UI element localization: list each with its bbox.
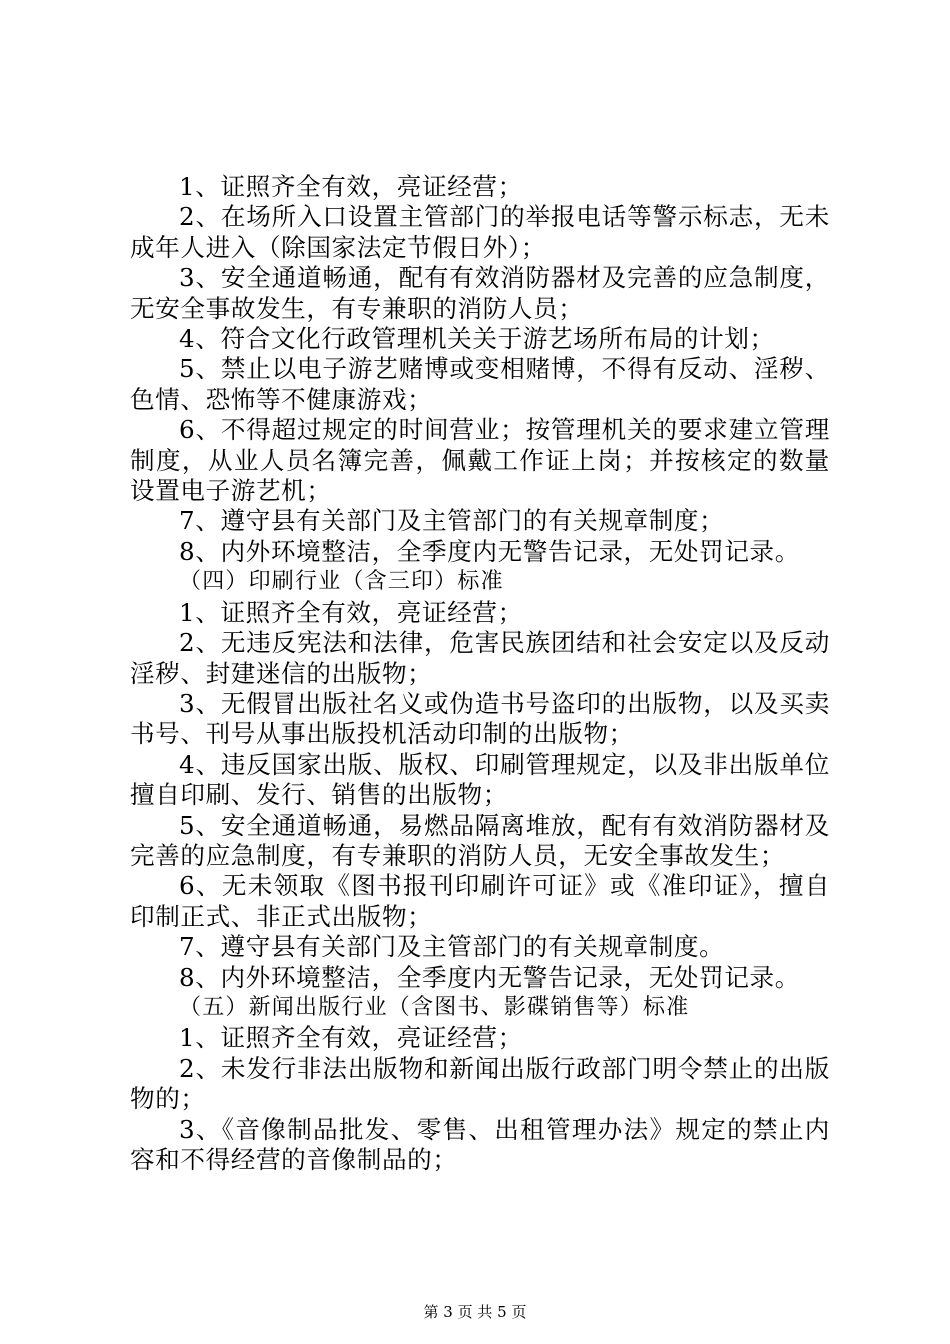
list-item: 1、证照齐全有效，亮证经营； — [179, 1023, 523, 1053]
list-item: 1、证照齐全有效，亮证经营； — [179, 172, 523, 201]
page-number-footer: 第 3 页 共 5 页 — [423, 1303, 527, 1321]
section-heading: （四）印刷行业（含三印）标准 — [179, 569, 504, 595]
list-item: 5、禁止以电子游艺赌博或变相赌博，不得有反动、淫秽、色情、恐怖等不健康游戏； — [130, 354, 830, 414]
list-item: 5、安全通道畅通，易燃品隔离堆放，配有有效消防器材及完善的应急制度，有专兼职的消防人员，无安全事故发生； — [130, 810, 830, 870]
document-body — [130, 172, 830, 1175]
list-item: 8、内外环境整洁，全季度内无警告记录，无处罚记录。 — [179, 536, 800, 566]
list-item: 2、未发行非法出版物和新闻出版行政部门明令禁止的出版物的； — [130, 1053, 830, 1114]
list-item: 2、在场所入口设置主管部门的举报电话等警示标志，无未成年人进入（除国家法定节假日外）； — [130, 202, 830, 262]
list-item: 8、内外环境整洁，全季度内无警告记录，无处罚记录。 — [179, 962, 800, 992]
list-item: 6、无未领取《图书报刊印刷许可证》或《准印证》，擅自印制正式、非正式出版物； — [130, 871, 830, 931]
list-item: 1、证照齐全有效，亮证经营； — [179, 597, 523, 627]
list-item: 7、遵守县有关部门及主管部门的有关规章制度； — [179, 506, 725, 536]
list-item: 4、符合文化行政管理机关关于游艺场所布局的计划； — [179, 324, 775, 354]
list-item: 3、《音像制品批发、零售、出租管理办法》规定的禁止内容和不得经营的音像制品的； — [130, 1114, 830, 1174]
list-item: 3、安全通道畅通，配有有效消防器材及完善的应急制度，无安全事故发生，有专兼职的消防人员； — [130, 263, 830, 323]
list-item: 3、无假冒出版社名义或伪造书号盗印的出版物，以及买卖书号、刊号从事出版投机活动印制的出版物； — [130, 688, 830, 749]
list-item: 4、违反国家出版、版权、印刷管理规定，以及非出版单位擅自印刷、发行、销售的出版物； — [130, 749, 830, 810]
list-item: 2、无违反宪法和法律，危害民族团结和社会安定以及反动淫秽、封建迷信的出版物； — [130, 628, 830, 688]
list-item: 7、遵守县有关部门及主管部门的有关规章制度。 — [179, 932, 725, 962]
list-item: 6、不得超过规定的时间营业；按管理机关的要求建立管理制度，从业人员名簿完善，佩戴工作证上岗；并按核定的数量设置电子游艺机； — [130, 415, 830, 506]
section-heading: （五）新闻出版行业（含图书、影碟销售等）标准 — [179, 994, 690, 1020]
